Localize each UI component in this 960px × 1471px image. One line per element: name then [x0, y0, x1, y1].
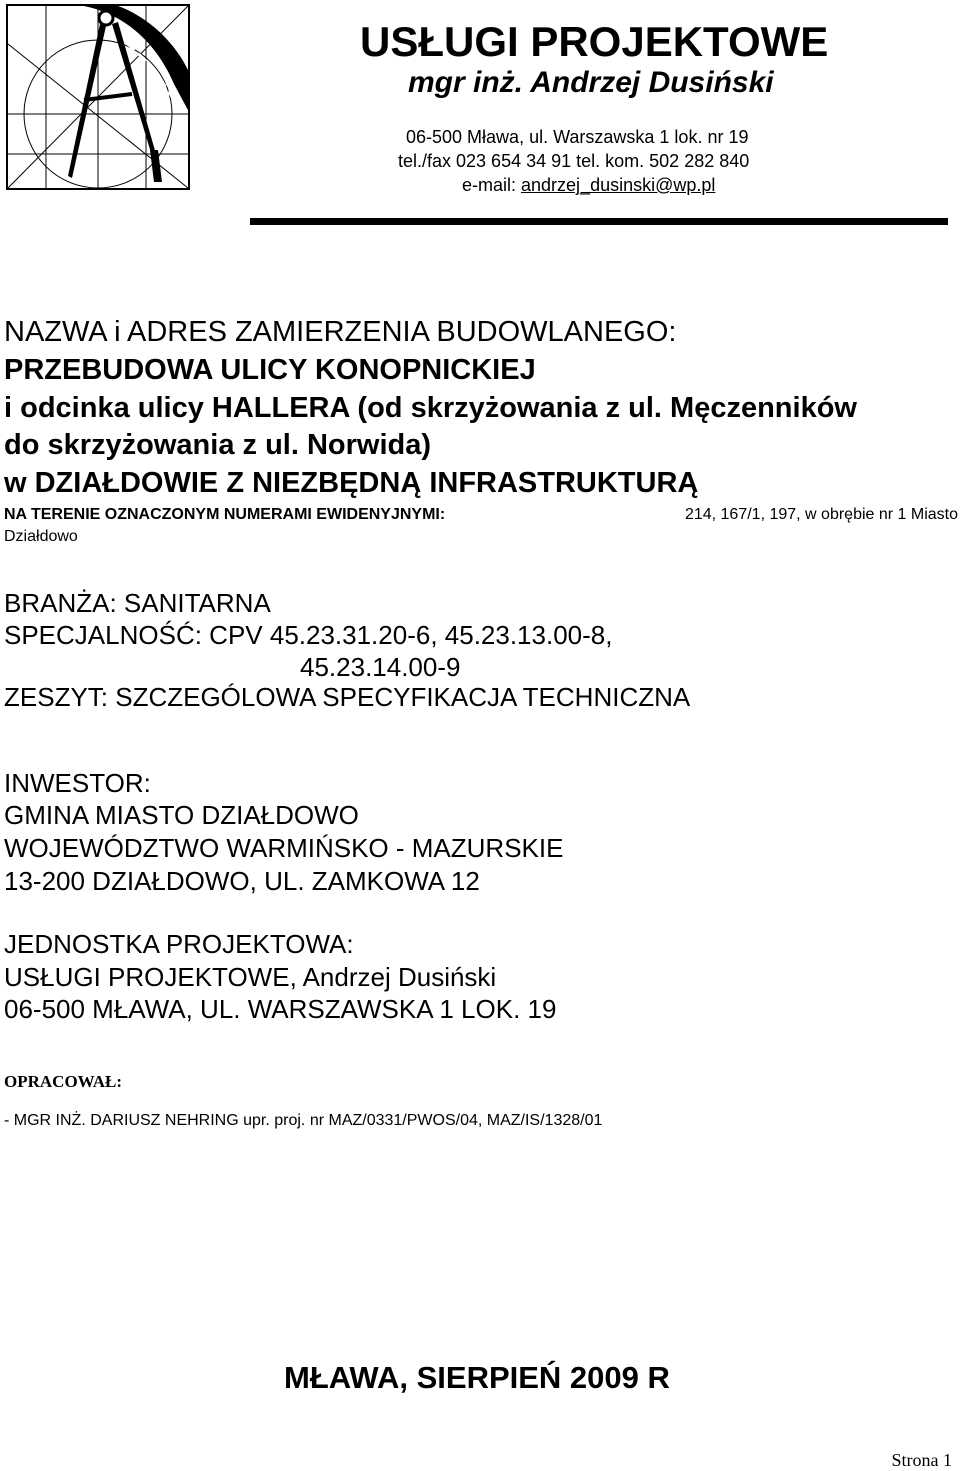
parcels-value: 214, 167/1, 197, w obrębie nr 1 Miasto [684, 506, 958, 523]
investor-line: GMINA MIASTO DZIAŁDOWO [4, 800, 359, 830]
place-and-date: MŁAWA, SIERPIEŃ 2009 R [284, 1360, 670, 1395]
page-number: Strona 1 [891, 1450, 952, 1470]
company-phone: tel./fax 023 654 34 91 tel. kom. 502 282 840 [398, 151, 750, 171]
company-name: USŁUGI PROJEKTOWE [360, 18, 829, 65]
specialty: SPECJALNOŚĆ: CPV 45.23.31.20-6, 45.23.13.00-8, [4, 620, 613, 650]
investor-line: WOJEWÓDZTWO WARMIŃSKO - MAZURSKIE [4, 833, 564, 863]
design-unit-line: 06-500 MŁAWA, UL. WARSZAWSKA 1 LOK. 19 [4, 994, 557, 1024]
volume: ZESZYT: SZCZEGÓLOWA SPECYFIKACJA TECHNICZNA [4, 682, 691, 712]
project-name-line: i odcinka ulicy HALLERA (od skrzyżowania z ul. Męczenników [4, 392, 857, 424]
design-unit-label: JEDNOSTKA PROJEKTOWA: [4, 929, 354, 959]
project-name-line: PRZEBUDOWA ULICY KONOPNICKIEJ [4, 354, 536, 386]
company-address: 06-500 Mława, ul. Warszawska 1 lok. nr 19 [406, 127, 749, 147]
parcels-line [4, 506, 958, 524]
company-logo-compass-road-icon [6, 4, 190, 190]
investor-line: 13-200 DZIAŁDOWO, UL. ZAMKOWA 12 [4, 866, 480, 896]
project-label: NAZWA i ADRES ZAMIERZENIA BUDOWLANEGO: [4, 316, 677, 348]
header-divider [250, 218, 948, 225]
investor-label: INWESTOR: [4, 768, 151, 798]
parcels-label: NA TERENIE OZNACZONYM NUMERAMI EWIDENYJNYMI: [4, 506, 446, 523]
company-owner: mgr inż. Andrzej Dusiński [408, 66, 774, 99]
author-line: - MGR INŻ. DARIUSZ NEHRING upr. proj. nr MAZ/0331/PWOS/04, MAZ/IS/1328/01 [4, 1112, 603, 1129]
email-link[interactable]: andrzej_dusinski@wp.pl [521, 175, 716, 195]
parcels-continuation: Działdowo [4, 528, 78, 545]
project-name-line: do skrzyżowania z ul. Norwida) [4, 429, 432, 461]
company-email-line [462, 175, 715, 196]
author-label: OPRACOWAŁ: [4, 1072, 123, 1091]
design-unit-line: USŁUGI PROJEKTOWE, Andrzej Dusiński [4, 962, 497, 992]
branch: BRANŻA: SANITARNA [4, 588, 271, 618]
project-name-line: w DZIAŁDOWIE Z NIEZBĘDNĄ INFRASTRUKTURĄ [4, 467, 699, 499]
specialty-continuation: 45.23.14.00-9 [300, 652, 461, 682]
email-prefix: e-mail: [462, 175, 522, 195]
